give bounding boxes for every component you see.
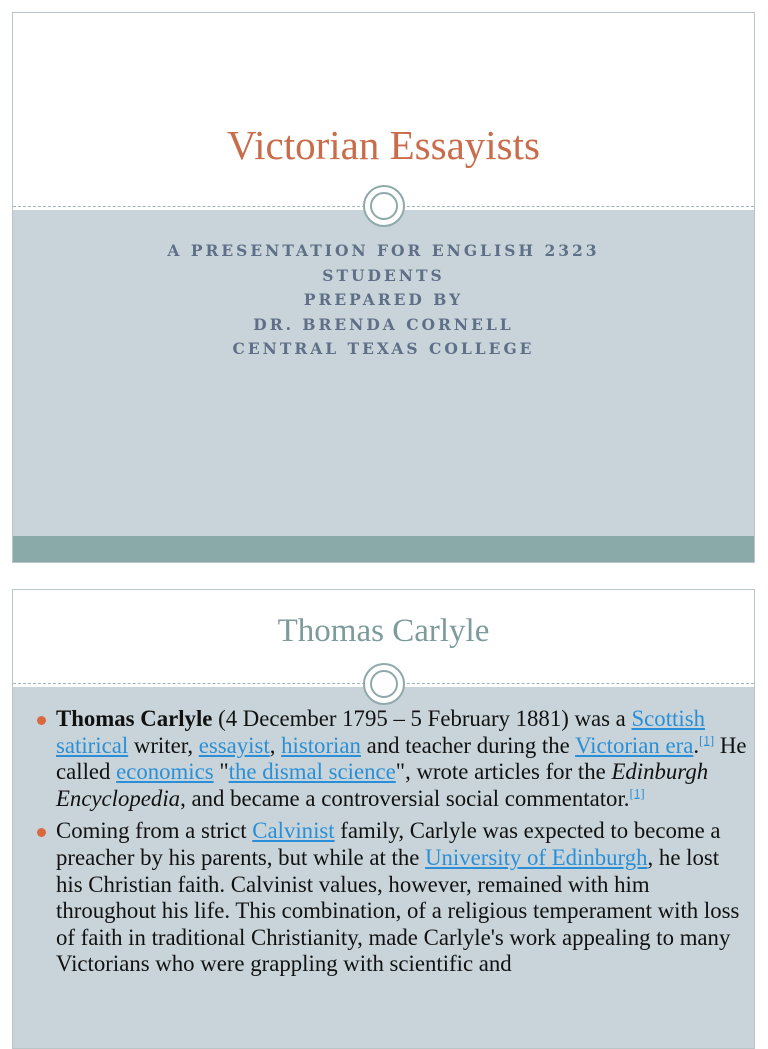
link-essayist[interactable]: essayist [198,732,270,758]
bullet-item [33,818,748,978]
slide-title: Victorian Essayists [227,122,540,168]
link-victorian-era[interactable]: Victorian era [575,732,694,758]
title-slide [12,12,755,563]
subtitle-line: PREPARED BY [303,290,464,310]
link-economics[interactable]: economics [116,759,214,785]
slide-subtitle [13,239,754,362]
body-text: He called [56,732,747,785]
publication-title: Edinburgh Encyclopedia [56,759,709,811]
body-text: " [213,759,229,785]
link-calvinist[interactable]: Calvinist [252,818,335,844]
citation-link[interactable]: [1] [699,732,715,747]
body-text: family, Carlyle was expected to become a preacher by his parents, but while at the [56,818,721,870]
body-text: . [693,732,700,758]
citation-link[interactable]: [1] [629,785,645,801]
link-scottish[interactable]: Scottish [631,706,705,731]
subtitle-line: DR. BRENDA CORNELL [253,314,514,334]
body-text: (4 December 1795 – 5 February 1881) was a [212,706,632,731]
content-slide [12,589,755,1049]
ring-ornament-icon [363,663,405,705]
link-university-of-edinburgh[interactable]: University of Edinburgh [425,844,648,870]
subtitle-line: CENTRAL TEXAS COLLEGE [232,339,535,359]
bullet-item [33,706,748,812]
footer-band [13,536,754,562]
body-text: Coming from a strict [56,818,253,844]
subject-name: Thomas Carlyle [56,706,213,731]
body-text: and teacher during the [360,732,576,758]
bullet-list [33,706,748,984]
ring-ornament-icon [363,185,405,227]
body-text: , he lost his Christian faith. Calvinist values, however, remained with him throughout his life. This combination, of a religious temperament with loss of faith in traditional Christianity, made Carlyle's work appealing to many Victorians who were grappling with scientific and [56,844,740,977]
link-dismal-science[interactable]: the dismal science [228,759,396,785]
subtitle-line: STUDENTS [322,265,445,285]
body-text: , [269,732,282,758]
slide-title: Thomas Carlyle [277,613,490,649]
body-text: writer, [128,732,199,758]
body-text: , and became a controversial social commentator. [180,785,630,811]
link-satirical[interactable]: satirical [56,732,129,758]
subtitle-line: A PRESENTATION FOR ENGLISH 2323 [167,241,600,260]
link-historian[interactable]: historian [281,732,361,758]
body-text: ", wrote articles for the [395,759,612,785]
